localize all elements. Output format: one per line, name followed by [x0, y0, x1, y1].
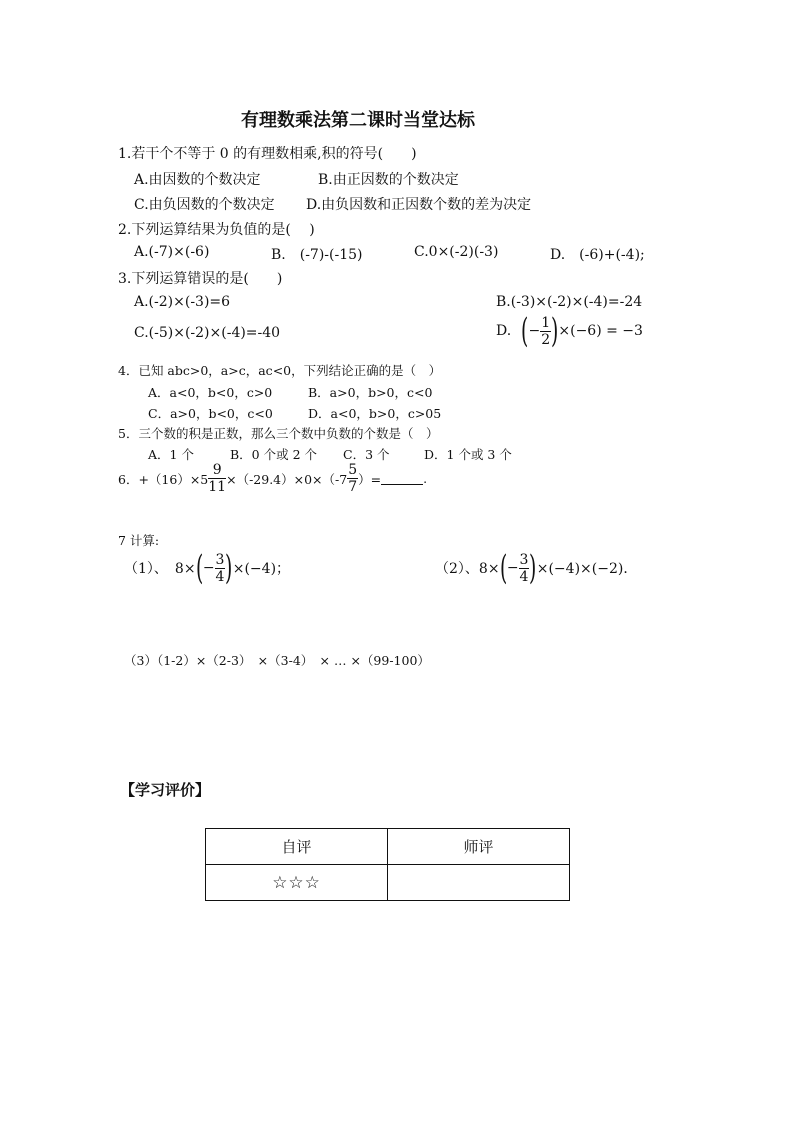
left-paren: (	[195, 548, 203, 588]
q6-suffix: ）=	[358, 471, 382, 487]
q7-p2-label: （2）、8×	[435, 561, 500, 577]
q6-f1-numerator: 9	[208, 463, 226, 479]
teacher-evaluation-cell[interactable]	[388, 865, 570, 901]
evaluation-table	[205, 828, 570, 901]
q3-option-c: C.(-5)×(-2)×(-4)=-40	[134, 325, 281, 341]
q7-p2-rest: ×(−4)×(−2)．	[536, 561, 638, 577]
q6-f2-numerator: 5	[348, 462, 358, 478]
q4-option-d: D．a<0，b>0，c>05	[308, 406, 442, 421]
right-paren: )	[225, 548, 233, 588]
q5-option-c: C．3 个	[343, 447, 390, 462]
q1-stem: 1.若干个不等于 0 的有理数相乘,积的符号( )	[118, 146, 417, 162]
q3-stem: 3.下列运算错误的是( )	[118, 271, 283, 287]
q2-option-b: B. (-7)-(-15)	[271, 247, 363, 263]
q7-p1-label: （1）、 8×	[124, 561, 196, 577]
q3-d-rest: ×(−6) = −3	[558, 323, 643, 339]
q6-f1-denominator: 11	[208, 479, 227, 495]
right-paren: )	[551, 311, 559, 351]
q3-option-a: A.(-2)×(-3)=6	[134, 294, 231, 310]
evaluation-heading: 【学习评价】	[120, 781, 211, 799]
q1-option-a: A.由因数的个数决定	[134, 172, 261, 188]
q1-option-b: B.由正因数的个数决定	[318, 172, 459, 188]
q4-option-a: A．a<0，b<0，c>0	[148, 385, 273, 400]
q3-d-minus: −	[528, 323, 541, 339]
q7-part-2	[435, 548, 638, 588]
q7-stem: 7 计算:	[118, 533, 160, 548]
q2-option-d: D. (-6)+(-4);	[550, 247, 645, 263]
q6-middle: ×（-29.4）×0×（-7	[226, 471, 348, 487]
table-row	[206, 865, 570, 901]
page-title: 有理数乘法第二课时当堂达标	[241, 110, 475, 131]
table-row	[206, 829, 570, 865]
q7-p2-fraction	[519, 553, 530, 584]
q6-fraction-1	[208, 463, 226, 494]
q7-p2-numerator: 3	[519, 551, 529, 568]
q7-p1-numerator: 3	[215, 551, 225, 568]
q7-p1-fraction	[215, 553, 226, 584]
q2-option-c: C.0×(-2)(-3)	[414, 244, 499, 260]
self-evaluation-stars[interactable]: ☆☆☆	[206, 865, 388, 901]
q7-p2-minus: −	[506, 560, 519, 576]
header-self-evaluation: 自评	[206, 829, 388, 865]
q3-d-denominator: 2	[541, 331, 551, 348]
q6-f2-denominator: 7	[348, 479, 358, 495]
q5-option-a: A．1 个	[148, 447, 194, 462]
q2-option-a: A.(-7)×(-6)	[134, 244, 210, 260]
q4-option-b: B．a>0，b>0，c<0	[308, 385, 433, 400]
q1-option-d: D.由负因数和正因数个数的差为决定	[306, 197, 532, 213]
q7-p1-minus: −	[202, 560, 215, 576]
q7-p2-denominator: 4	[519, 568, 529, 585]
q6-end: .	[423, 471, 428, 486]
left-paren: (	[499, 548, 507, 588]
q7-p1-rest: ×(−4)；	[232, 561, 291, 577]
q5-option-d: D．1 个或 3 个	[424, 447, 512, 462]
q1-option-c: C.由负因数的个数决定	[134, 197, 275, 213]
q6-prefix: 6．+（16）×5	[118, 471, 209, 487]
q2-stem: 2.下列运算结果为负值的是( )	[118, 222, 315, 238]
q7-part-3: （3）（1-2）×（2-3） ×（3-4） × … ×（99-100）	[124, 653, 430, 668]
header-teacher-evaluation: 师评	[388, 829, 570, 865]
left-paren: (	[521, 311, 529, 351]
q5-stem: 5．三个数的积是正数，那么三个数中负数的个数是（ ）	[118, 426, 439, 441]
q3-d-label: D.	[496, 323, 512, 339]
q6-fraction-2	[347, 463, 358, 494]
q5-option-b: B．0 个或 2 个	[230, 447, 318, 462]
q4-stem: 4．已知 abc>0，a>c，ac<0，下列结论正确的是（ ）	[118, 363, 442, 378]
q3-d-numerator: 1	[541, 314, 551, 331]
q3-option-d	[496, 311, 643, 351]
q3-option-b: B.(-3)×(-2)×(-4)=-24	[496, 294, 643, 310]
q3-d-fraction	[540, 316, 551, 347]
q7-p1-denominator: 4	[215, 568, 225, 585]
right-paren: )	[529, 548, 537, 588]
q4-option-c: C．a>0，b<0，c<0	[148, 406, 273, 421]
q6-expression	[118, 463, 427, 494]
q6-answer-blank[interactable]	[381, 472, 423, 485]
q7-part-1	[124, 548, 291, 588]
